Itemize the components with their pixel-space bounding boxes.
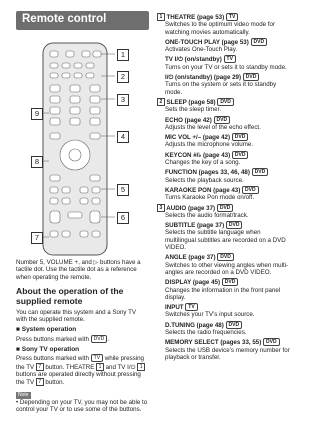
about-text: You can operate this system and a Sony TV with the supplied remote. [16,308,137,324]
entry [157,321,291,337]
about-heading: About the operation of the supplied remote [16,285,124,306]
entry-heading [157,13,291,21]
entry-heading [165,253,291,261]
entry [157,116,291,132]
mode-tag: DVD [217,253,234,261]
mode-tag: DVD [222,278,239,286]
callout-3: 3 [117,94,129,106]
mode-tag: DVD [252,168,269,176]
callout-9: 9 [31,108,43,120]
entry-heading [165,38,291,46]
ref-num: 1 [137,363,145,371]
entry-title: ONE-TOUCH PLAY (page 53) [165,38,249,46]
entry-title: SLEEP (page 58) [166,98,216,106]
mode-tag: DVD [251,38,268,46]
callout-5: 5 [117,184,129,196]
mode-tag: DVD [226,221,243,229]
entry-title: KARAOKE PON (page 43) [165,186,241,194]
button-descriptions [157,13,291,363]
entry-description: Turns on the system or sets it to standby mode. [165,81,277,96]
entry-description: Selects the playback source. [165,176,244,184]
entry [157,186,291,202]
note-text: • Depending on your TV, you may not be able to control your TV or to use some of the buttons. [16,398,148,414]
section-title: Remote control [22,13,107,25]
entry [157,133,291,149]
ref-num: 3 [157,204,165,212]
entry-title: ECHO (page 42) [165,116,212,124]
callout-6: 6 [117,212,129,224]
entry-description: Activates One-Touch Play. [165,46,238,54]
entry-heading [165,186,291,194]
entry-title: D.TUNING (page 48) [165,321,224,329]
entry [157,204,291,220]
mode-tag: DVD [214,116,231,124]
entry-heading [165,221,291,229]
entry-description: Adjusts the microphone volume. [165,141,254,149]
entry-heading [157,204,291,212]
ref-num: 7 [36,378,44,386]
mode-tag: DVD [232,151,249,159]
system-heading: ■ System operation [16,326,77,334]
entry [157,13,291,36]
entry-title: ANGLE (page 37) [165,254,216,262]
entry [157,338,291,361]
entry-heading [165,303,291,311]
sony-text: Press buttons marked with TV while pressing the TV 7 button. THEATRE 1 and TV I/⏻ 1 buttons are operated directly without pressing the TV 7 button. [16,355,144,387]
entry-heading [165,338,291,346]
mode-tag: TV [226,13,238,21]
entry-description: Changes the key of a song. [165,159,241,167]
entry-title: MEMORY SELECT (pages 33, 55) [165,339,262,347]
tv-tag: TV [91,354,103,362]
mode-tag: DVD [217,98,234,106]
callout-8: 8 [31,156,43,168]
mode-tag: DVD [226,321,243,329]
entry [157,38,291,54]
callout-4: 4 [117,131,129,143]
entry-description: Selects the subtitle language when multilingual subtitles are recorded on a DVD VIDEO. [165,229,286,252]
entry-title: AUDIO (page 37) [166,204,216,212]
intro-text: Number 5, VOLUME +, and ▷ buttons have a tactile dot. Use the tactile dot as a reference when operating the remote. [16,259,141,281]
entry-title: TV I/⏻ (on/standby) [165,56,222,64]
dvd-tag: DVD [91,335,108,343]
entry-heading [157,98,291,106]
ref-num: 7 [36,363,44,371]
entry-title: MIC VOL +/– (page 42) [165,134,231,142]
entry-heading [165,278,291,286]
callout-2: 2 [117,71,129,83]
entry-title: FUNCTION (pages 33, 46, 48) [165,169,250,177]
entry [157,151,291,167]
mode-tag: DVD [217,204,234,212]
mode-tag: DVD [242,186,259,194]
entry [157,303,291,319]
left-column [16,259,148,416]
system-text: Press buttons marked with DVD . [16,335,109,343]
callout-7: 7 [31,232,43,244]
entry-title: I/⏻ (on/standby) (page 29) [165,74,242,82]
entry-heading [165,55,291,63]
entry-title: KEYCON #/♭ (page 43) [165,151,231,159]
sony-heading: ■ Sony TV operation [16,346,80,354]
entry [157,221,291,251]
entry [157,98,291,114]
note-label: Note [18,391,29,398]
entry-description: Turns on your TV or sets it to standby mode. [165,63,287,71]
entry [157,55,291,71]
ref-num: 2 [157,98,165,106]
entry-title: THEATRE (page 53) [166,14,225,21]
entry-description: Changes the information in the front panel display. [165,286,281,301]
mode-tag: DVD [232,133,249,141]
mode-tag: TV [185,303,197,311]
entry [157,253,291,276]
mode-tag: DVD [243,73,260,81]
entry-heading [165,151,291,159]
entry-description: Selects the radio frequencies. [165,328,247,336]
entry-title: DISPLAY (page 45) [165,279,221,287]
mode-tag: DVD [263,338,280,346]
ref-num: 1 [157,13,165,21]
entry-description: Selects the audio format/track. [165,211,249,219]
entry-description: Selects the USB device’s memory number for playback or transfer. [165,346,290,361]
ref-num: 1 [96,363,104,371]
entry-heading [165,321,291,329]
entry [157,278,291,301]
entry-heading [165,73,291,81]
callout-1: 1 [117,49,129,61]
entry [157,168,291,184]
entry-title: SUBTITLE (page 37) [165,222,225,230]
mode-tag: TV [224,55,236,63]
entry-description: Sets the sleep timer. [165,106,222,114]
entry-description: Switches to the optimum video mode for watching movies automatically. [165,21,276,36]
entry [157,73,291,96]
entry-description: Adjusts the level of the echo effect. [165,123,261,131]
entry-description: Switches your TV’s input source. [165,311,255,319]
entry-heading [165,116,291,124]
entry-description: Turns Karaoke Pon mode on/off. [165,194,255,202]
remote-control-illustration [35,41,115,257]
section-title-bar [16,11,149,30]
entry-description: Switches to other viewing angles when multi-angles are recorded on a DVD VIDEO. [165,261,289,276]
entry-heading [165,168,291,176]
entry-title: INPUT [165,304,184,312]
entry-heading [165,133,291,141]
